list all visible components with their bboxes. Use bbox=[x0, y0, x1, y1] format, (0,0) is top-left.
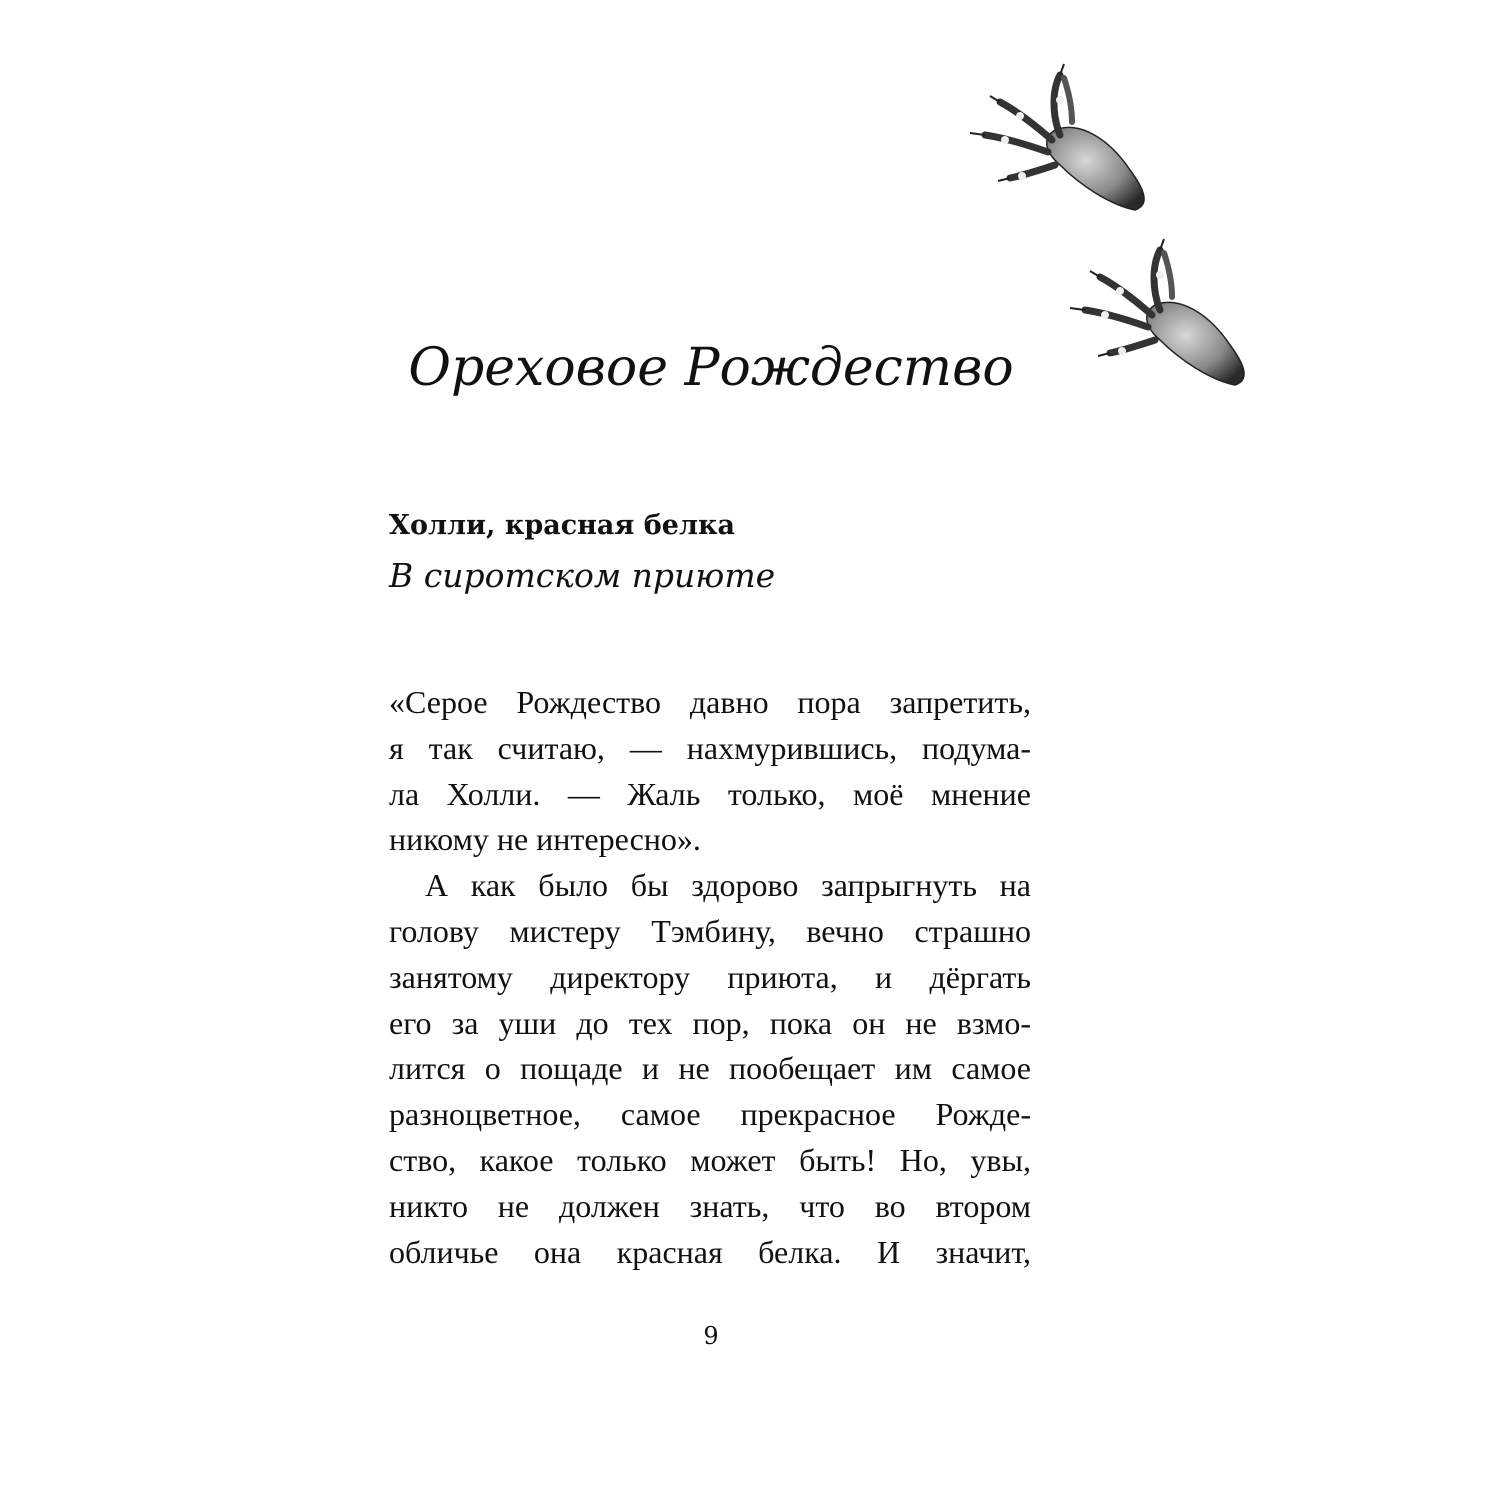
body-text bbox=[389, 680, 1031, 1275]
text-line: лится о пощаде и не пообещает им самое bbox=[389, 1050, 1031, 1087]
chapter-title: Ореховое Рождество bbox=[408, 338, 1014, 398]
text-line: разноцветное, самое прекрасное Рожде- bbox=[389, 1096, 1031, 1133]
page-number: 9 bbox=[703, 1322, 719, 1350]
text-line: «Серое Рождество давно пора запретить, bbox=[389, 684, 1031, 720]
section-heading: Холли, красная белка bbox=[389, 510, 735, 541]
text-line: его за уши до тех пор, пока он не взмо- bbox=[389, 1004, 1031, 1041]
text-line: обличье она красная белка. И значит, bbox=[389, 1233, 1031, 1270]
text-line: никому не интересно». bbox=[389, 821, 701, 858]
section-subtitle: В сиротском приюте bbox=[389, 556, 776, 595]
text-line: никто не должен знать, что во втором bbox=[389, 1187, 1031, 1224]
text-line: ство, какое только может быть! Но, увы, bbox=[389, 1141, 1031, 1178]
text-line: голову мистеру Тэмбину, вечно страшно bbox=[389, 912, 1031, 949]
text-line: ла Холли. — Жаль только, моё мнение bbox=[389, 775, 1031, 812]
text-line: занятому директору приюта, и дёргать bbox=[389, 958, 1031, 995]
text-line: А как было бы здорово запрыгнуть на bbox=[425, 867, 1031, 904]
text-line: я так считаю, — нахмурившись, подума- bbox=[389, 729, 1031, 766]
upper-paw-icon bbox=[970, 64, 1144, 210]
